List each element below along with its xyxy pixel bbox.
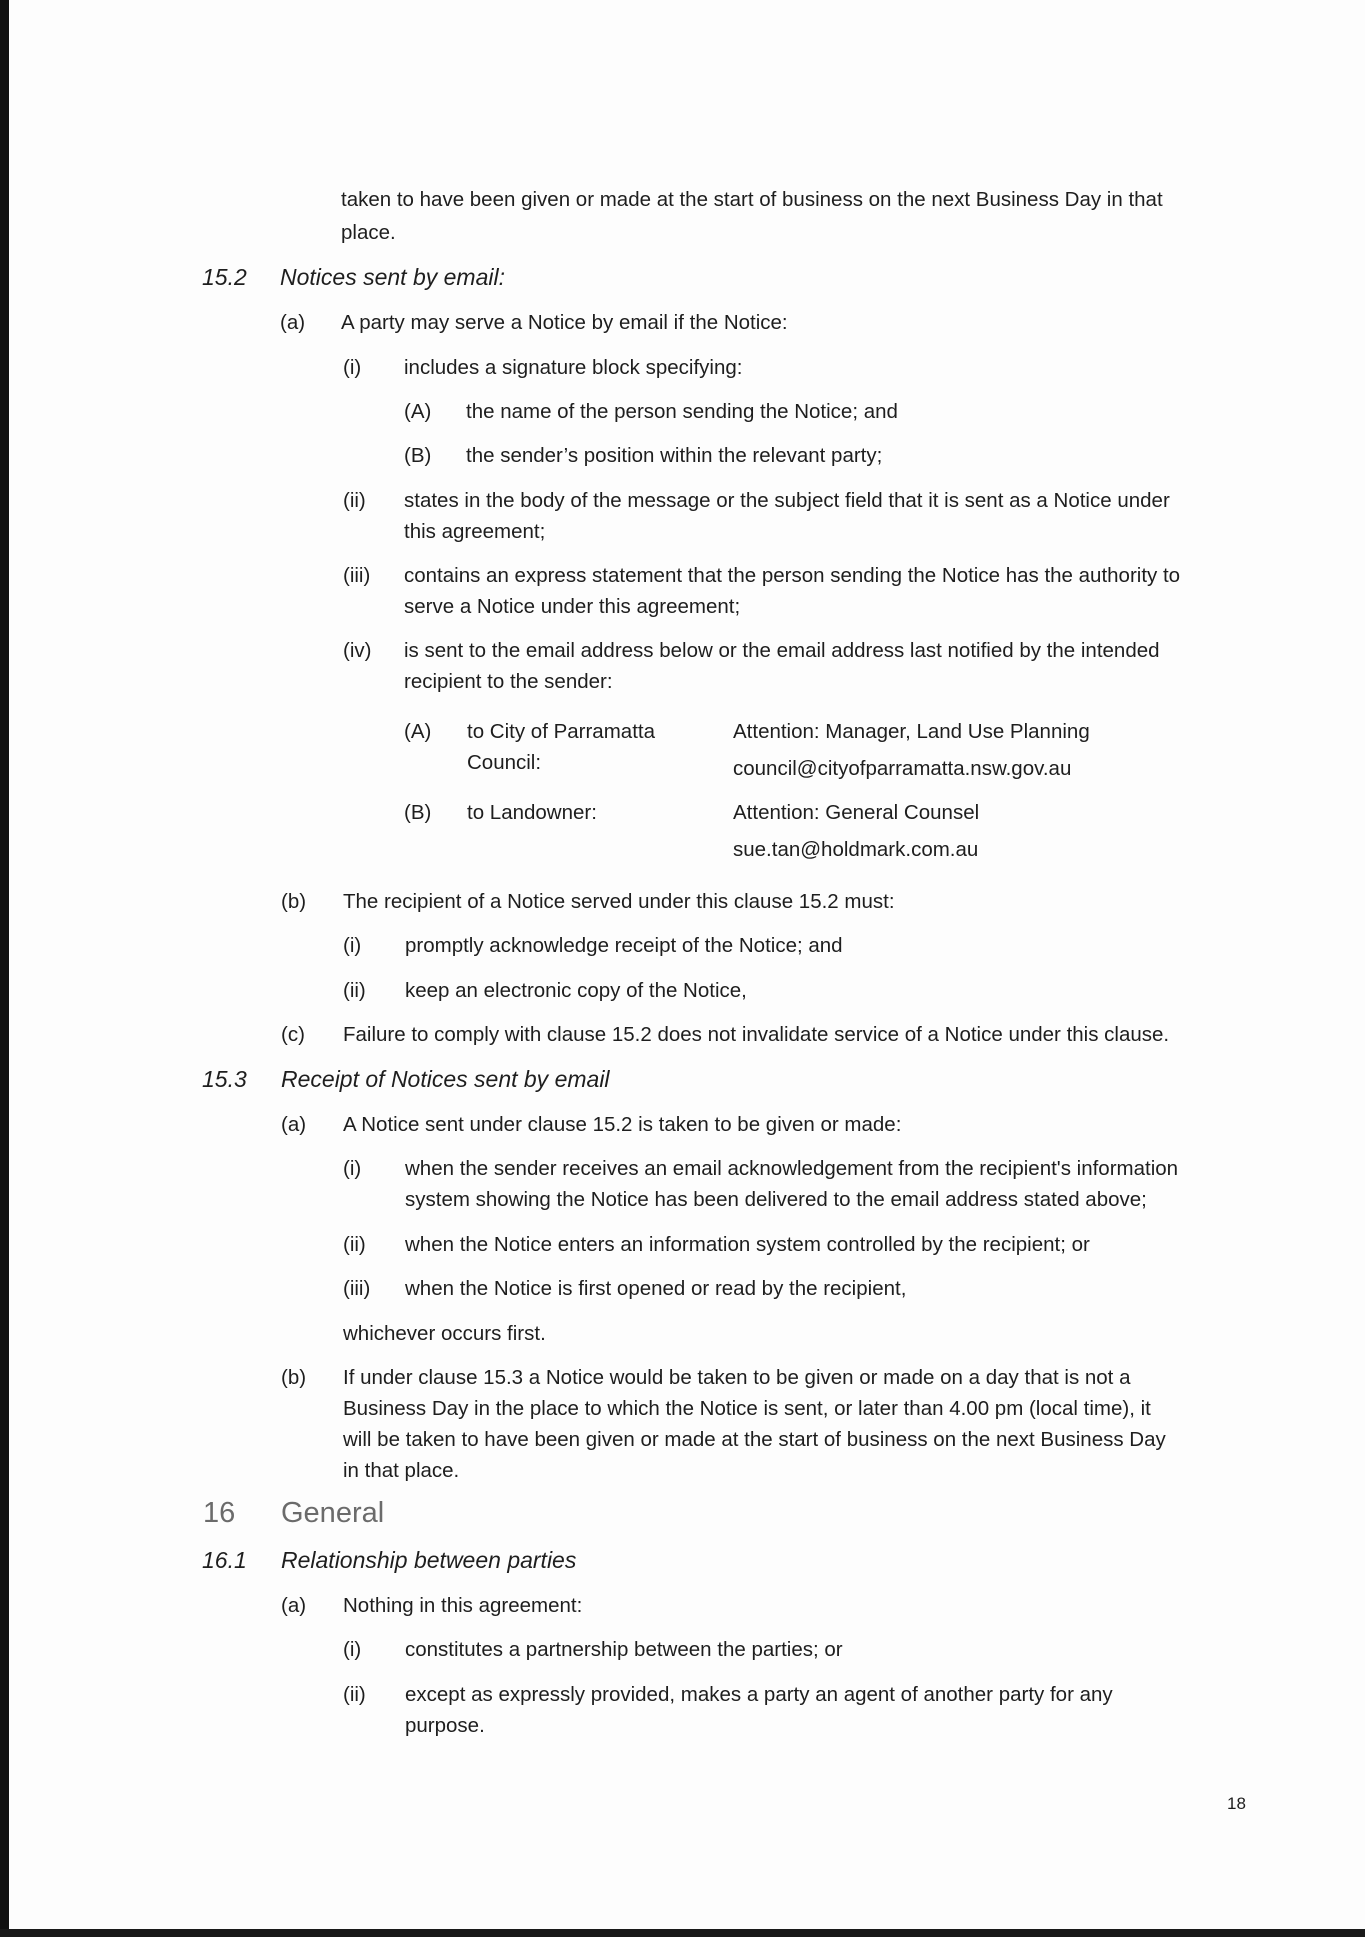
subitem-label: (ii) xyxy=(343,1233,366,1256)
section-number: 16 xyxy=(203,1497,236,1529)
subitem-label: (ii) xyxy=(343,1683,366,1706)
subsubitem-label: (B) xyxy=(404,444,432,467)
subitem-text: purpose. xyxy=(405,1714,485,1737)
recipient-label: (A) xyxy=(404,720,432,743)
item-label: (a) xyxy=(281,1594,307,1617)
subitem-text: constitutes a partnership between the parties; or xyxy=(405,1638,843,1661)
item-label: (b) xyxy=(281,1366,307,1389)
item-text: The recipient of a Notice served under this clause 15.2 must: xyxy=(343,890,895,913)
subitem-text: contains an express statement that the person sending the Notice has the authority to xyxy=(404,564,1181,587)
scan-edge-bottom xyxy=(0,1929,1365,1937)
subitem-text: keep an electronic copy of the Notice, xyxy=(405,979,747,1002)
recipient-name: to City of Parramatta xyxy=(467,720,655,743)
item-text: A party may serve a Notice by email if the Notice: xyxy=(341,311,788,334)
clause-heading: Notices sent by email: xyxy=(280,264,505,290)
subsubitem-label: (A) xyxy=(404,400,432,423)
clause-heading: Receipt of Notices sent by email xyxy=(281,1066,610,1092)
subitem-text: system showing the Notice has been delivered to the email address stated above; xyxy=(405,1188,1147,1211)
subitem-label: (iv) xyxy=(343,639,372,662)
subitem-text: when the sender receives an email acknowledgement from the recipient's information xyxy=(405,1157,1179,1180)
subitem-label: (i) xyxy=(343,356,362,379)
subitem-label: (ii) xyxy=(343,979,366,1002)
continuation-line: place. xyxy=(341,221,396,244)
subitem-text: promptly acknowledge receipt of the Notice; and xyxy=(405,934,843,957)
subsubitem-text: the name of the person sending the Notice; and xyxy=(466,400,898,423)
clause-number: 15.2 xyxy=(202,264,247,290)
item-text: If under clause 15.3 a Notice would be taken to be given or made on a day that is not a xyxy=(343,1366,1131,1389)
scan-edge-left xyxy=(0,0,9,1937)
clause-heading: Relationship between parties xyxy=(281,1547,577,1573)
subitem-label: (iii) xyxy=(343,1277,371,1300)
item-text: Business Day in the place to which the Notice is sent, or later than 4.00 pm (local time), it xyxy=(343,1397,1151,1420)
recipient-name: Council: xyxy=(467,751,542,774)
subitem-label: (i) xyxy=(343,1157,362,1180)
section-heading: General xyxy=(281,1497,385,1529)
subsubitem-text: the sender’s position within the relevant party; xyxy=(466,444,883,467)
item-text: in that place. xyxy=(343,1459,460,1482)
page-number: 18 xyxy=(1227,1794,1246,1813)
subitem-text: except as expressly provided, makes a party an agent of another party for any xyxy=(405,1683,1113,1706)
item-label: (c) xyxy=(281,1023,305,1046)
subitem-text: when the Notice is first opened or read by the recipient, xyxy=(405,1277,907,1300)
subitem-text: serve a Notice under this agreement; xyxy=(404,595,741,618)
subitem-text: includes a signature block specifying: xyxy=(404,356,743,379)
subitem-text: states in the body of the message or the subject field that it is sent as a Notice under xyxy=(404,489,1170,512)
item-label: (b) xyxy=(281,890,307,913)
recipient-attention: Attention: Manager, Land Use Planning xyxy=(733,720,1090,743)
recipient-email: council@cityofparramatta.nsw.gov.au xyxy=(733,757,1072,780)
subitem-text: is sent to the email address below or the email address last notified by the intended xyxy=(404,639,1160,662)
item-text: A Notice sent under clause 15.2 is taken to be given or made: xyxy=(343,1113,902,1136)
item-text: Failure to comply with clause 15.2 does not invalidate service of a Notice under this clause. xyxy=(343,1023,1170,1046)
recipient-name: to Landowner: xyxy=(467,801,597,824)
subitem-text: this agreement; xyxy=(404,520,546,543)
clause-number: 16.1 xyxy=(202,1547,247,1573)
subitem-text: recipient to the sender: xyxy=(404,670,613,693)
item-tail-text: whichever occurs first. xyxy=(343,1322,546,1345)
subitem-label: (ii) xyxy=(343,489,366,512)
continuation-line: taken to have been given or made at the start of business on the next Business Day in that xyxy=(341,188,1163,211)
subitem-label: (i) xyxy=(343,1638,362,1661)
subitem-text: when the Notice enters an information system controlled by the recipient; or xyxy=(405,1233,1090,1256)
subitem-label: (iii) xyxy=(343,564,371,587)
recipient-attention: Attention: General Counsel xyxy=(733,801,980,824)
item-label: (a) xyxy=(281,1113,307,1136)
recipient-email: sue.tan@holdmark.com.au xyxy=(733,838,979,861)
clause-number: 15.3 xyxy=(202,1066,247,1092)
subitem-label: (i) xyxy=(343,934,362,957)
item-text: will be taken to have been given or made at the start of business on the next Business Day xyxy=(343,1428,1166,1451)
item-text: Nothing in this agreement: xyxy=(343,1594,583,1617)
recipient-label: (B) xyxy=(404,801,432,824)
item-label: (a) xyxy=(280,311,306,334)
